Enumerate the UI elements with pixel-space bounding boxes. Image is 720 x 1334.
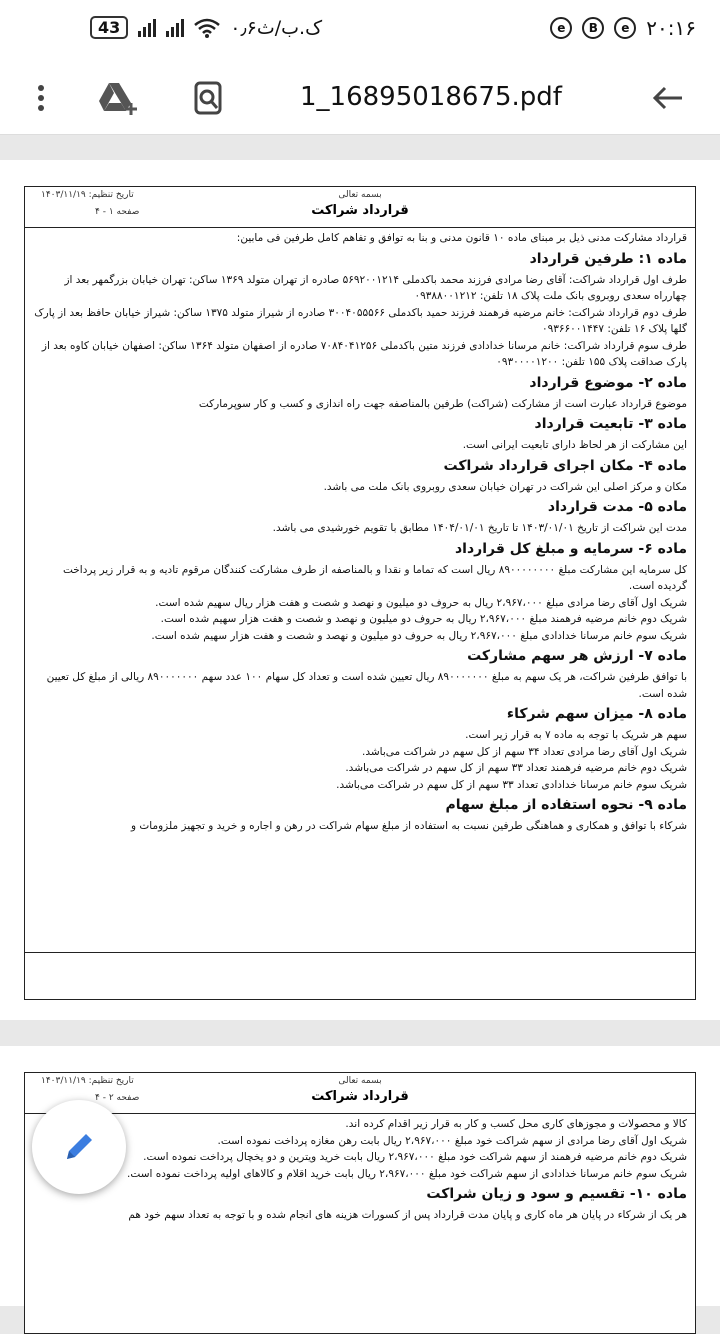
document-title: قرارداد شراکت	[311, 203, 409, 218]
app-toolbar	[0, 62, 720, 135]
paragraph: کل سرمایه این مشارکت مبلغ ۸۹۰۰۰۰۰۰۰۰ ریال است که تماما و نقدا و بالمناصفه از طرف مشارکت کنندگان مرقوم تادیه و به قرار زیر پرداخت گردیده است.	[63, 563, 687, 592]
paragraph: طرف سوم قرارداد شراکت: خانم مرسانا خدادادی فرزند متین باکدملی ۷۰۸۴۰۴۱۲۵۶ صادره از اصفهان متولد ۱۳۶۴ ساکن: اصفهان خیابان کاوه بعد از پارک صداقت پلاک ۱۵۵ تلفن: ۰۹۳۰۰۰۰۱۲۰۰	[41, 339, 687, 368]
paragraph: مدت این شراکت از تاریخ ۱۴۰۳/۰۱/۰۱ تا تاریخ ۱۴۰۴/۰۱/۰۱ مطابق با تقویم خورشیدی می باشد.	[272, 522, 687, 534]
paragraph: این مشارکت از هر لحاظ دارای تابعیت ایرانی است.	[462, 439, 687, 451]
paragraph: طرف دوم قرارداد شراکت: خانم مرضیه فرهمند فرزند حمید باکدملی ۳۰۰۴۰۵۵۵۶۶ صادره از شیراز متولد ۱۳۷۵ ساکن: شیراز خیابان حافظ بعد از پارک گلها پلاک ۱۶ تلفن: ۰۹۳۶۶۰۰۱۴۴۷	[34, 306, 687, 335]
wifi-icon	[194, 18, 220, 38]
document-body-2	[25, 1114, 695, 1224]
add-to-drive-icon[interactable]	[96, 80, 140, 116]
section-heading: ماده ۶- سرمایه و مبلغ کل قرارداد	[454, 540, 687, 557]
page-number: صفحه ۱ - ۴	[95, 207, 140, 217]
section-heading: ماده ۸- میزان سهم شرکاء	[506, 706, 687, 722]
footer-line	[25, 952, 695, 953]
edit-pencil-icon	[59, 1127, 99, 1167]
status-bar	[0, 0, 720, 62]
paragraph: شریک اول آقای رضا مرادی از سهم شراکت خود مبلغ ۲،۹۶۷،۰۰۰ ریال بابت رهن مغازه پرداخت نموده است.	[217, 1134, 687, 1147]
document-body	[25, 228, 695, 835]
edit-fab-button[interactable]	[32, 1100, 126, 1194]
document-title-2: قرارداد شراکت	[311, 1089, 409, 1104]
paragraph: شریک دوم خانم مرضیه فرهمند تعداد ۳۳ سهم از کل سهم در شراکت می‌باشد.	[345, 762, 687, 774]
section-heading: ماده ۳- تابعیت قرارداد	[534, 416, 687, 432]
signal-icon	[138, 19, 156, 37]
notification-e-icon: e	[550, 17, 572, 39]
section-heading: ماده ۱۰- تقسیم و سود و زیان شراکت	[426, 1186, 687, 1202]
paragraph: با توافق طرفین شراکت، هر یک سهم به مبلغ ۸۹۰۰۰۰۰۰۰ ریال تعیین شده است و تعداد کل سهام ۱۰۰ عدد سهم ۸۹۰۰۰۰۰۰۰ ریالی از مبلغ کل تعیین شده است.	[46, 671, 687, 700]
paragraph: شریک اول آقای رضا مرادی مبلغ ۲،۹۶۷،۰۰۰ ریال به حروف دو میلیون و نهصد و شصت و هفت هزار ریال سهیم شده است.	[155, 596, 687, 609]
arrow-back-icon[interactable]	[648, 80, 688, 116]
section-heading: ماده ۷- ارزش هر سهم مشارکت	[467, 648, 687, 664]
paragraph: هر یک از شرکاء در پایان هر ماه کاری و پایان مدت قرارداد پس از کسورات هزینه های انجام شده و با توجه به تعداد سهم خود هم	[128, 1209, 687, 1221]
paragraph: شریک دوم خانم مرضیه فرهمند از سهم شراکت خود مبلغ ۲،۹۶۷،۰۰۰ ریال بابت خرید ویترین و دو یخچال پرداخت نموده است.	[143, 1151, 687, 1163]
paragraph: شریک سوم خانم مرسانا خدادادی تعداد ۳۳ سهم از کل سهم در شراکت می‌باشد.	[336, 778, 687, 791]
network-speed: ۰٫۶ک.ب/ث	[230, 16, 323, 39]
date-label-2: تاریخ تنظیم: ۱۴۰۳/۱۱/۱۹	[41, 1076, 134, 1086]
bism-text-2: بسمه تعالی	[338, 1076, 382, 1086]
document-frame	[24, 186, 696, 1000]
section-heading: ماده ۲- موضوع قرارداد	[529, 374, 687, 391]
more-vert-icon[interactable]	[26, 80, 56, 116]
paragraph: شریک سوم خانم مرسانا خدادادی از سهم شراکت خود مبلغ ۲،۹۶۷،۰۰۰ ریال بابت خرید اقلام و کالاهای اولیه پرداخت نموده است.	[127, 1167, 687, 1180]
document-frame-2	[24, 1072, 696, 1334]
paragraph: کالا و محصولات و مجوزهای کاری محل کسب و کار به قرار زیر اقدام کرده اند.	[345, 1118, 687, 1130]
signal-2-icon	[166, 19, 184, 37]
section-heading: ماده ۵- مدت قرارداد	[547, 499, 687, 515]
bism-text: بسمه تعالی	[338, 190, 382, 200]
file-name: 1_16895018675.pdf	[300, 82, 562, 112]
paragraph: شریک اول آقای رضا مرادی تعداد ۳۴ سهم از کل سهم در شراکت می‌باشد.	[362, 745, 687, 758]
battery-icon: 43	[90, 16, 128, 39]
status-left	[90, 16, 322, 39]
section-heading: ماده ۹- نحوه استفاده از مبلغ سهام	[445, 797, 687, 813]
paragraph: موضوع قرارداد عبارت است از مشارکت (شراکت) طرفین بالمناصفه جهت راه اندازی و کسب و کار سوپرمارکت	[198, 397, 687, 410]
notification-b-icon: B	[582, 17, 604, 39]
document-header-2	[25, 1073, 695, 1114]
document-header	[25, 187, 695, 228]
date-label: تاریخ تنظیم: ۱۴۰۳/۱۱/۱۹	[41, 190, 134, 200]
paragraph: شریک سوم خانم مرسانا خدادادی مبلغ ۲،۹۶۷،۰۰۰ ریال به حروف دو میلیون و نهصد و شصت و هفت هزار سهیم شده است.	[151, 629, 687, 642]
page-number-2: صفحه ۲ - ۴	[95, 1093, 140, 1103]
clock: ۲۰:۱۶	[646, 16, 696, 40]
paragraph: شریک دوم خانم مرضیه فرهمند مبلغ ۲،۹۶۷،۰۰۰ ریال به حروف دو میلیون و نهصد و شصت و هفت هزار سهیم شده است.	[160, 613, 687, 625]
find-in-page-icon[interactable]	[188, 80, 228, 116]
paragraph: طرف اول قرارداد شراکت: آقای رضا مرادی فرزند محمد باکدملی ۵۶۹۲۰۰۱۲۱۴ صادره از تهران متولد ۱۳۶۹ ساکن: تهران خیابان بزرگمهر بعد از چهارراه سعدی روبروی بانک ملت پلاک ۱۸ تلفن: ۰۹۳۸۸۰۰۱۲۱۲	[64, 273, 687, 302]
paragraph: سهم هر شریک با توجه به ماده ۷ به قرار زیر است.	[465, 729, 687, 741]
paragraph: شرکاء با توافق و همکاری و هماهنگی طرفین نسبت به استفاده از مبلغ سهام شراکت در رهن و اجاره و خرید و تجهیز ملزومات و	[130, 820, 687, 832]
paragraph: قرارداد مشارکت مدنی ذیل بر مبنای ماده ۱۰ قانون مدنی و بنا به توافق و تفاهم کامل طرفین فی مابین:	[236, 232, 687, 244]
section-heading: ماده ۴- مکان اجرای قرارداد شراکت	[443, 457, 687, 474]
status-right	[550, 16, 696, 40]
notification-e2-icon: e	[614, 17, 636, 39]
pdf-page-1	[0, 160, 720, 1020]
section-heading: ماده ۱: طرفین قرارداد	[529, 250, 687, 267]
paragraph: مکان و مرکز اصلی این شراکت در تهران خیابان سعدی روبروی بانک ملت می باشد.	[323, 480, 687, 493]
